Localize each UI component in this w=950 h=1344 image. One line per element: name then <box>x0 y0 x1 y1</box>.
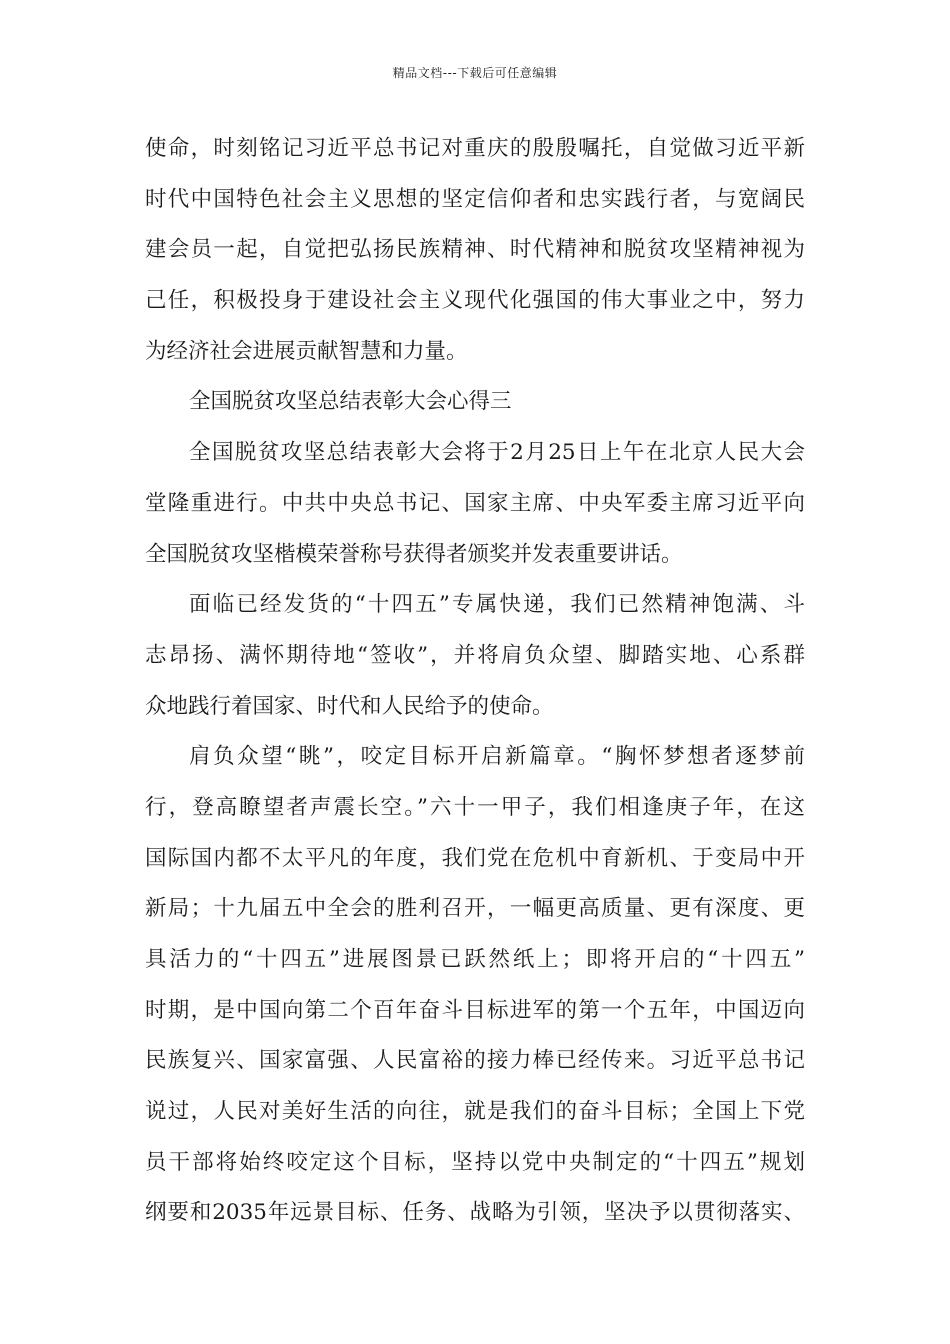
paragraph-first-line: 全国脱贫攻坚总结表彰大会心得三 <box>189 389 512 415</box>
paragraph-line: 员干部将始终咬定这个目标，坚持以党中央制定的“十四五”规划 <box>145 1149 805 1175</box>
paragraph-line: 具活力的“十四五”进展图景已跃然纸上；即将开启的“十四五” <box>145 947 805 972</box>
paragraph-line: 纲要和2035年远景目标、任务、战略为引领，坚决予以贯彻落实、 <box>145 1200 805 1226</box>
paragraph-line: 为经济社会进展贡献智慧和力量。 <box>145 338 468 364</box>
paragraph-line: 己任，积极投身于建设社会主义现代化强国的伟大事业之中，努力 <box>145 288 805 314</box>
paragraph-line: 说过，人民对美好生活的向往，就是我们的奋斗目标；全国上下党 <box>145 1099 805 1125</box>
paragraph-line: 行，登高瞭望者声震长空。”六十一甲子，我们相逢庚子年，在这 <box>145 794 805 820</box>
paragraph-first-line: 面临已经发货的“十四五”专属快递，我们已然精神饱满、斗 <box>189 592 805 618</box>
paragraph-line: 新局；十九届五中全会的胜利召开，一幅更高质量、更有深度、更 <box>145 896 805 922</box>
page-header: 精品文档---下载后可任意编辑 <box>392 66 558 80</box>
paragraph-line: 堂隆重进行。中共中央总书记、国家主席、中央军委主席习近平向 <box>145 490 805 516</box>
paragraph-line: 时期，是中国向第二个百年奋斗目标进军的第一个五年，中国迈向 <box>145 997 805 1023</box>
paragraph-first-line: 肩负众望“眺”，咬定目标开启新篇章。“胸怀梦想者逐梦前 <box>189 744 805 770</box>
paragraph-line: 时代中国特色社会主义思想的坚定信仰者和忠实践行者，与宽阔民 <box>145 186 805 212</box>
paragraph-line: 众地践行着国家、时代和人民给予的使命。 <box>145 693 554 719</box>
document-body <box>145 124 805 1239</box>
paragraph-first-line: 全国脱贫攻坚总结表彰大会将于2月25日上午在北京人民大会 <box>189 440 805 466</box>
paragraph-line: 志昂扬、满怀期待地“签收”，并将肩负众望、脚踏实地、心系群 <box>145 642 805 668</box>
paragraph-first-line: 使命，时刻铭记习近平总书记对重庆的殷殷嘱托，自觉做习近平新 <box>145 136 805 161</box>
paragraph-line: 全国脱贫攻坚楷模荣誉称号获得者颁奖并发表重要讲话。 <box>145 541 683 567</box>
paragraph-line: 建会员一起，自觉把弘扬民族精神、时代精神和脱贫攻坚精神视为 <box>145 237 805 263</box>
paragraph-line: 民族复兴、国家富强、人民富裕的接力棒已经传来。习近平总书记 <box>145 1048 805 1074</box>
paragraph-line: 国际国内都不太平凡的年度，我们党在危机中育新机、于变局中开 <box>145 845 805 871</box>
